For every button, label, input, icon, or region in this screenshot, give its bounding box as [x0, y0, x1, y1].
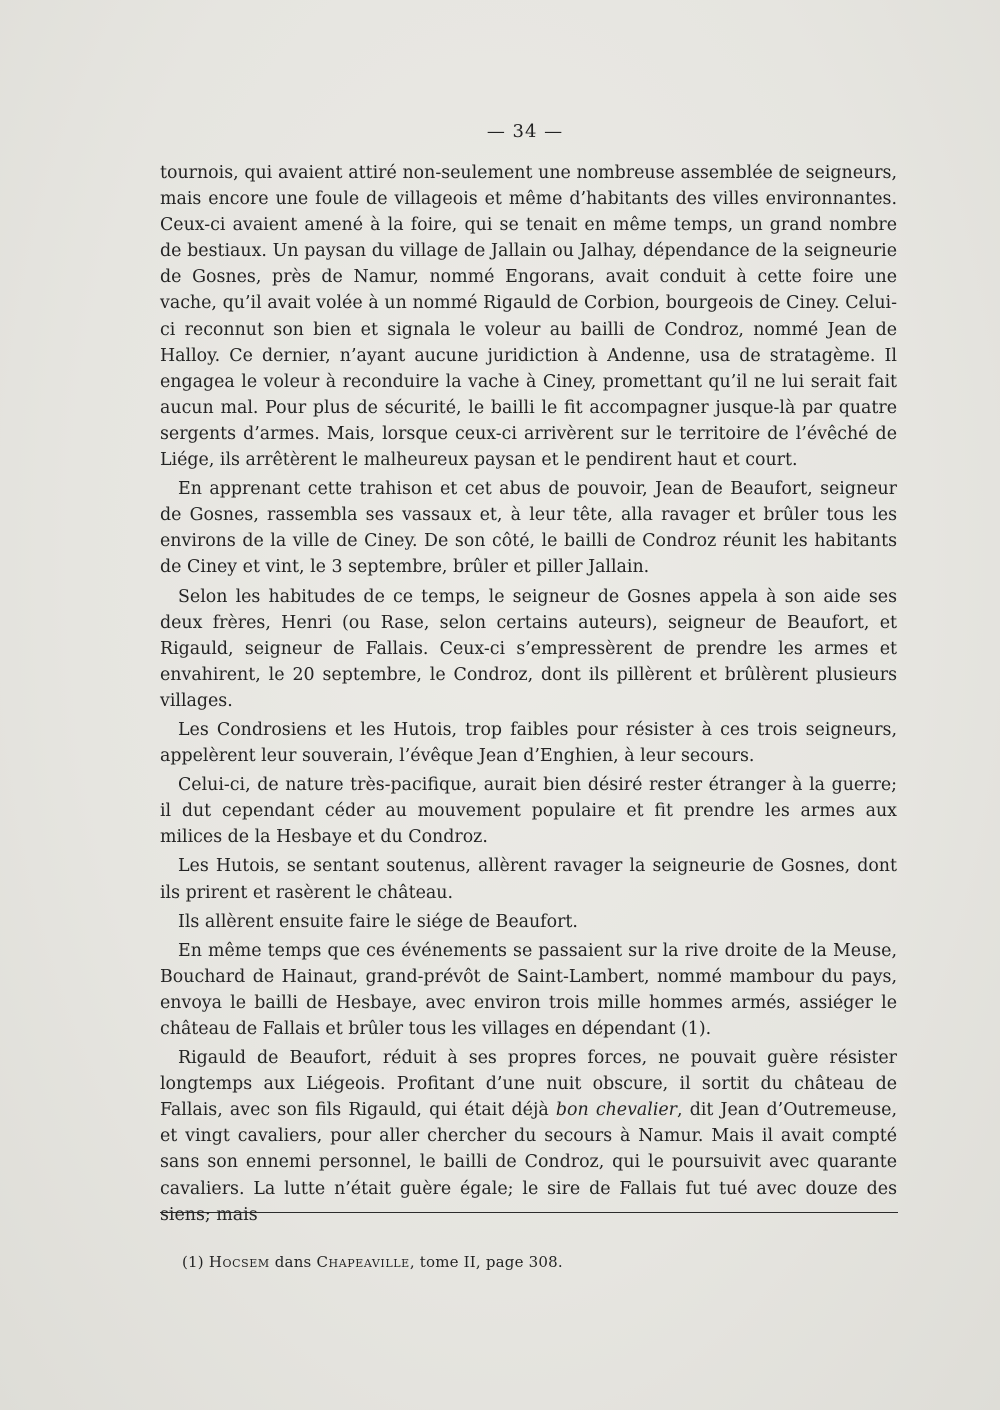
paragraph-6: Les Hutois, se sentant soutenus, allèrent ravager la seigneurie de Gosnes, dont ils prirent et rasèrent le château. [160, 856, 897, 903]
paragraph-1: tournois, qui avaient attiré non-seulement une nombreuse assemblée de seigneurs, mais encore une foule de villageois et même d’habitants des villes environnantes. Ceux-ci avaient amené à la foire, qui se tenait en même temps, un grand nombre de bestiaux. Un paysan du village de Jallain ou Jalhay, dépendance de la seigneurie de Gosnes, près de Namur, nommé Engorans, avait conduit à cette foire une vache, qu’il avait volée à un nommé Rigauld de Corbion, bourgeois de Ciney. Celui-ci reconnut son bien et signala le voleur au bailli de Condroz, nommé Jean de Halloy. Ce dernier, n’ayant aucune juridiction à Andenne, usa de stratagème. Il engagea le voleur à reconduire la vache à Ciney, promettant qu’il ne lui serait fait aucun mal. Pour plus de sécurité, le bailli le fit accompagner jusque-là par quatre sergents d’armes. Mais, lorsque ceux-ci arrivèrent sur le territoire de l’évêché de Liége, ils arrêtèrent le malheureux paysan et le pendirent haut et court. [160, 163, 897, 471]
footnote-separator-rule [160, 1212, 898, 1213]
paragraph-5: Celui-ci, de nature très-pacifique, aurait bien désiré rester étranger à la guerre; il dut cependant céder au mouvement populaire et fit prendre les armes aux milices de la Hesbaye et du Condroz. [160, 775, 897, 848]
paragraph-9 [160, 1045, 897, 1228]
paragraph-9-italic-quote: bon chevalier [555, 1100, 677, 1121]
footnote-author: Hocsem [208, 1253, 270, 1271]
footnote-source: Chapeaville [316, 1253, 410, 1271]
paragraph-4: Les Condrosiens et les Hutois, trop faibles pour résister à ces trois seigneurs, appelèrent leur souverain, l’évêque Jean d’Enghien, à leur secours. [160, 719, 897, 767]
footnote [182, 1253, 563, 1271]
paragraph-7: Ils allèrent ensuite faire le siége de Beaufort. [178, 911, 578, 932]
paragraph-3: Selon les habitudes de ce temps, le seigneur de Gosnes appela à son aide ses deux frères, Henri (ou Rase, selon certains auteurs), seigneur de Beaufort, et Rigauld, seigneur de Fallais. Ceux-ci s’empressèrent de prendre les armes et envahirent, le 20 septembre, le Condroz, dont ils pillèrent et brûlèrent plusieurs villages. [160, 586, 897, 711]
paragraph-9-text-end: , dit Jean d’Outremeuse, et vingt cavaliers, pour aller chercher du secours à Namur. Mais il avait compté sans son ennemi personnel, le bailli de Condroz, qui le poursuivit avec quarante cavaliers. La lutte n’était guère égale; le sire de Fallais fut tué avec douze des siens; mais [160, 1100, 897, 1225]
paragraph-9-text-start: Rigauld de Beaufort, réduit à ses propres forces, ne pouvait guère résister longtemps aux Liégeois. Profitant d’une nuit obscure, il sortit du château de Fallais, avec son fils Rigauld, qui était déjà [160, 1048, 897, 1121]
paragraph-2: En apprenant cette trahison et cet abus de pouvoir, Jean de Beaufort, seigneur de Gosnes, rassembla ses vassaux et, à leur tête, alla ravager et brûler tous les environs de la ville de Ciney. De son côté, le bailli de Condroz réunit les habitants de Ciney et vint, le 3 septembre, brûler et piller Jallain. [160, 479, 897, 578]
body-text [160, 160, 897, 1228]
page-number: — 34 — [486, 121, 564, 142]
paragraph-8: En même temps que ces événements se passaient sur la rive droite de la Meuse, Bouchard de Hainaut, grand-prévôt de Saint-Lambert, nommé mambour du pays, envoya le bailli de Hesbaye, avec environ trois mille hommes armés, assiéger le château de Fallais et brûler tous les villages en dépendant (1). [160, 940, 897, 1039]
footnote-reference: , tome II, page 308. [409, 1253, 563, 1271]
footnote-connector: dans [274, 1253, 312, 1271]
footnote-marker: (1) [182, 1253, 204, 1271]
